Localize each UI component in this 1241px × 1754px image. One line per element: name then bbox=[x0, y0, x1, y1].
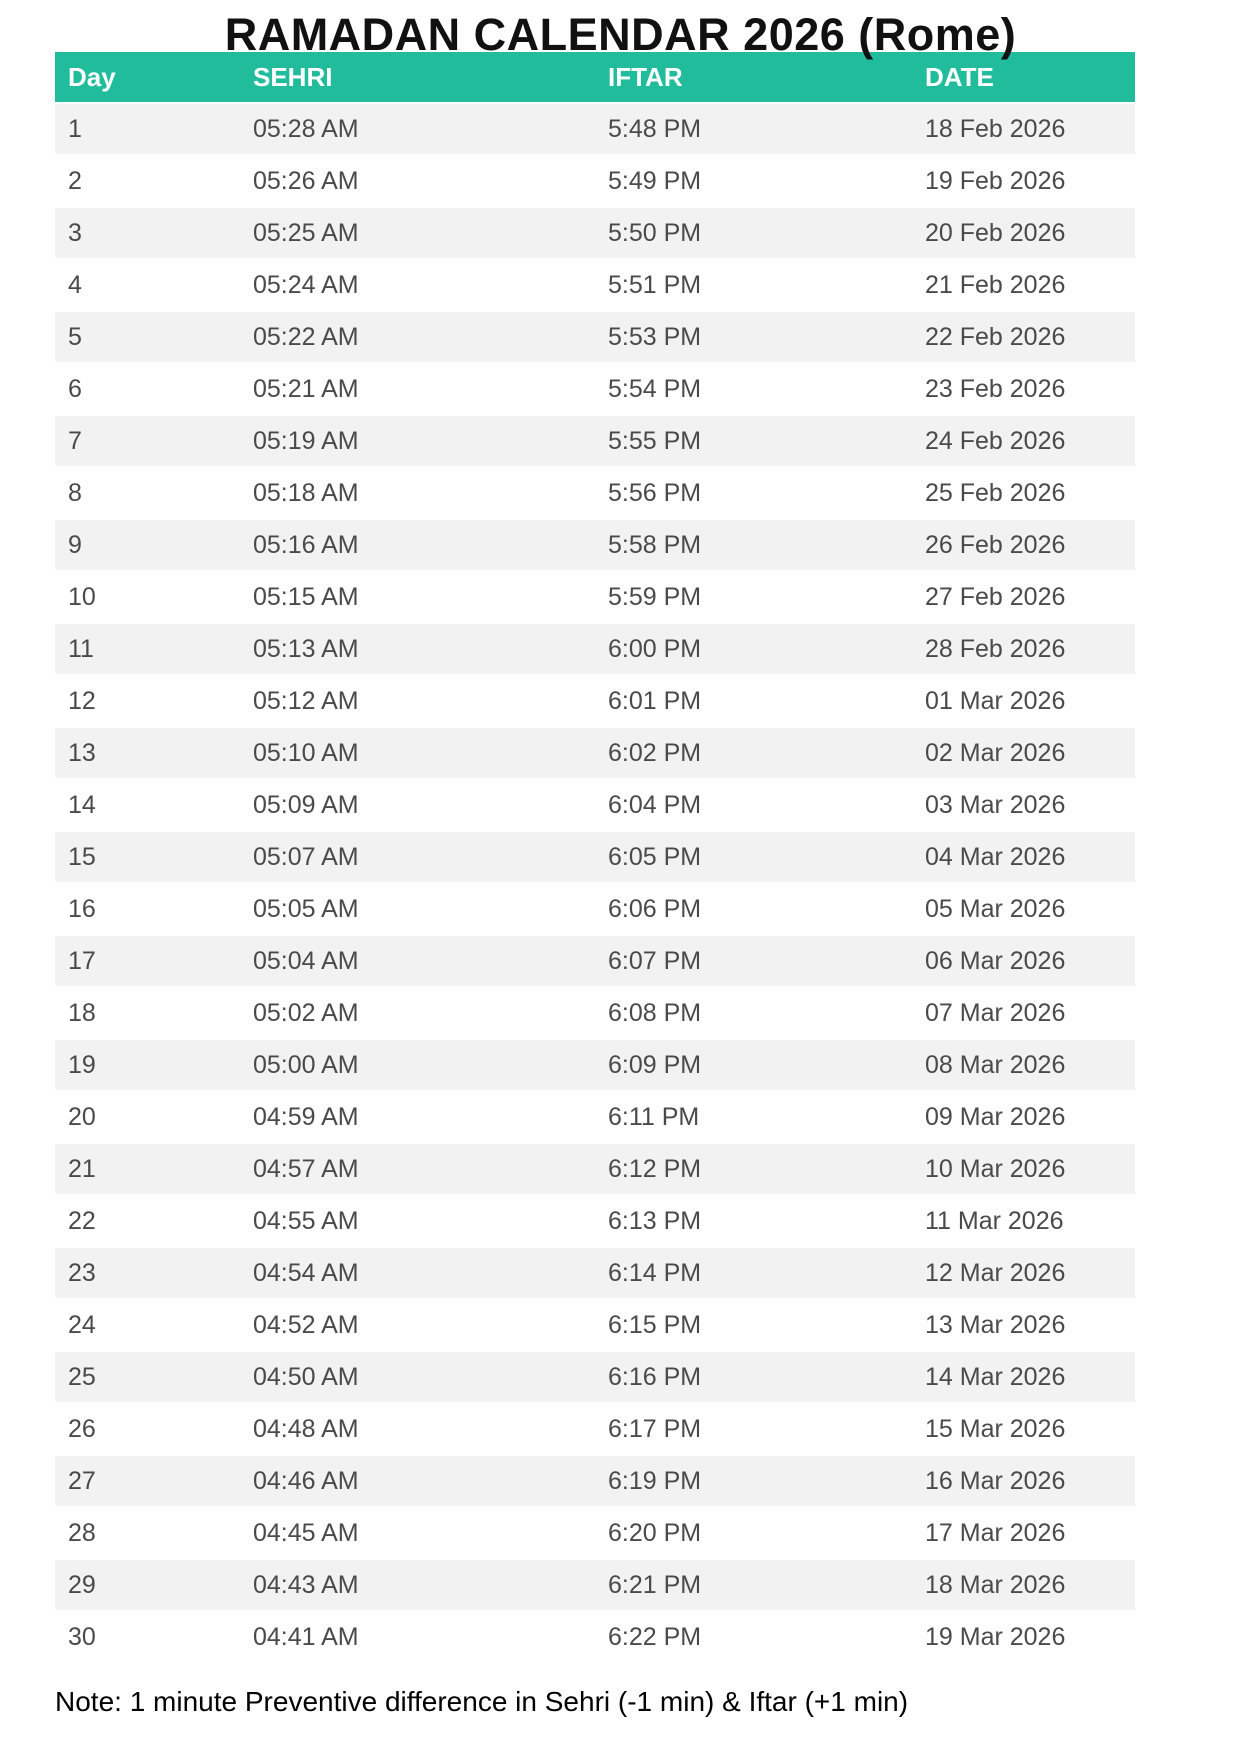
iftar-cell: 5:54 PM bbox=[608, 374, 702, 403]
day-cell: 22 bbox=[68, 1206, 96, 1235]
table-row bbox=[55, 1144, 1135, 1196]
table-row bbox=[55, 624, 1135, 676]
note-text: Note: 1 minute Preventive difference in Sehri (-1 min) & Iftar (+1 min) bbox=[55, 1686, 909, 1717]
iftar-cell: 6:00 PM bbox=[608, 634, 702, 663]
day-cell: 11 bbox=[68, 634, 94, 663]
iftar-cell: 6:11 PM bbox=[608, 1102, 700, 1131]
day-cell: 3 bbox=[68, 218, 82, 247]
date-cell: 08 Mar 2026 bbox=[925, 1050, 1066, 1079]
date-cell: 26 Feb 2026 bbox=[925, 530, 1066, 559]
date-cell: 07 Mar 2026 bbox=[925, 998, 1066, 1027]
iftar-cell: 5:50 PM bbox=[608, 218, 702, 247]
date-cell: 24 Feb 2026 bbox=[925, 426, 1066, 455]
date-cell: 18 Feb 2026 bbox=[925, 114, 1066, 143]
date-cell: 15 Mar 2026 bbox=[925, 1414, 1066, 1443]
date-cell: 13 Mar 2026 bbox=[925, 1310, 1066, 1339]
iftar-cell: 5:58 PM bbox=[608, 530, 702, 559]
date-cell: 09 Mar 2026 bbox=[925, 1102, 1066, 1131]
date-cell: 06 Mar 2026 bbox=[925, 946, 1066, 975]
date-cell: 02 Mar 2026 bbox=[925, 738, 1066, 767]
sehri-cell: 04:50 AM bbox=[253, 1362, 359, 1391]
sehri-cell: 05:00 AM bbox=[253, 1050, 359, 1079]
day-cell: 28 bbox=[68, 1518, 96, 1547]
day-cell: 12 bbox=[68, 686, 96, 715]
sehri-cell: 05:19 AM bbox=[253, 426, 359, 455]
table-row bbox=[55, 1092, 1135, 1144]
iftar-cell: 5:49 PM bbox=[608, 166, 702, 195]
day-cell: 10 bbox=[68, 582, 96, 611]
day-cell: 24 bbox=[68, 1310, 96, 1339]
date-cell: 22 Feb 2026 bbox=[925, 322, 1066, 351]
sehri-cell: 04:41 AM bbox=[253, 1622, 359, 1651]
day-cell: 16 bbox=[68, 894, 96, 923]
column-header-sehri: SEHRI bbox=[253, 61, 333, 92]
day-cell: 6 bbox=[68, 374, 82, 403]
table-row bbox=[55, 1352, 1135, 1404]
iftar-cell: 6:15 PM bbox=[608, 1310, 702, 1339]
day-cell: 23 bbox=[68, 1258, 96, 1287]
table-row bbox=[55, 260, 1135, 312]
iftar-cell: 6:17 PM bbox=[608, 1414, 702, 1443]
sehri-cell: 04:54 AM bbox=[253, 1258, 359, 1287]
sehri-cell: 05:07 AM bbox=[253, 842, 359, 871]
date-cell: 19 Feb 2026 bbox=[925, 166, 1066, 195]
date-cell: 28 Feb 2026 bbox=[925, 634, 1066, 663]
iftar-cell: 6:14 PM bbox=[608, 1258, 702, 1287]
iftar-cell: 5:56 PM bbox=[608, 478, 702, 507]
table-row bbox=[55, 936, 1135, 988]
table-row bbox=[55, 728, 1135, 780]
table-row bbox=[55, 1040, 1135, 1092]
table-row bbox=[55, 884, 1135, 936]
table-row bbox=[55, 1300, 1135, 1352]
day-cell: 18 bbox=[68, 998, 96, 1027]
sehri-cell: 05:18 AM bbox=[253, 478, 359, 507]
table-row bbox=[55, 1404, 1135, 1456]
iftar-cell: 6:08 PM bbox=[608, 998, 702, 1027]
iftar-cell: 6:19 PM bbox=[608, 1466, 702, 1495]
iftar-cell: 5:48 PM bbox=[608, 114, 702, 143]
iftar-cell: 5:59 PM bbox=[608, 582, 702, 611]
table-row bbox=[55, 364, 1135, 416]
date-cell: 14 Mar 2026 bbox=[925, 1362, 1066, 1391]
table-row bbox=[55, 780, 1135, 832]
table-body bbox=[55, 104, 1135, 1664]
iftar-cell: 6:09 PM bbox=[608, 1050, 702, 1079]
date-cell: 23 Feb 2026 bbox=[925, 374, 1066, 403]
sehri-cell: 04:43 AM bbox=[253, 1570, 359, 1599]
day-cell: 14 bbox=[68, 790, 96, 819]
day-cell: 30 bbox=[68, 1622, 96, 1651]
sehri-cell: 05:12 AM bbox=[253, 686, 359, 715]
sehri-cell: 05:10 AM bbox=[253, 738, 359, 767]
table-row bbox=[55, 416, 1135, 468]
table-row bbox=[55, 832, 1135, 884]
sehri-cell: 05:28 AM bbox=[253, 114, 359, 143]
date-cell: 17 Mar 2026 bbox=[925, 1518, 1066, 1547]
iftar-cell: 6:05 PM bbox=[608, 842, 702, 871]
day-cell: 19 bbox=[68, 1050, 96, 1079]
column-header-date: DATE bbox=[925, 61, 994, 92]
sehri-cell: 05:16 AM bbox=[253, 530, 359, 559]
page-title: RAMADAN CALENDAR 2026 (Rome) bbox=[224, 9, 1017, 60]
date-cell: 25 Feb 2026 bbox=[925, 478, 1066, 507]
sehri-cell: 05:24 AM bbox=[253, 270, 359, 299]
day-cell: 9 bbox=[68, 530, 82, 559]
iftar-cell: 6:12 PM bbox=[608, 1154, 702, 1183]
day-cell: 15 bbox=[68, 842, 96, 871]
day-cell: 29 bbox=[68, 1570, 96, 1599]
date-cell: 16 Mar 2026 bbox=[925, 1466, 1066, 1495]
sehri-cell: 05:25 AM bbox=[253, 218, 359, 247]
table-row bbox=[55, 312, 1135, 364]
date-cell: 03 Mar 2026 bbox=[925, 790, 1066, 819]
sehri-cell: 05:22 AM bbox=[253, 322, 359, 351]
date-cell: 18 Mar 2026 bbox=[925, 1570, 1066, 1599]
sehri-cell: 05:02 AM bbox=[253, 998, 359, 1027]
table-row bbox=[55, 1612, 1135, 1664]
day-cell: 4 bbox=[68, 270, 82, 299]
date-cell: 19 Mar 2026 bbox=[925, 1622, 1066, 1651]
date-cell: 11 Mar 2026 bbox=[925, 1206, 1064, 1235]
day-cell: 7 bbox=[68, 426, 82, 455]
table-row bbox=[55, 676, 1135, 728]
sehri-cell: 04:48 AM bbox=[253, 1414, 359, 1443]
table-row bbox=[55, 468, 1135, 520]
sehri-cell: 04:55 AM bbox=[253, 1206, 359, 1235]
sehri-cell: 05:05 AM bbox=[253, 894, 359, 923]
column-header-iftar: IFTAR bbox=[608, 61, 683, 92]
date-cell: 10 Mar 2026 bbox=[925, 1154, 1066, 1183]
sehri-cell: 05:26 AM bbox=[253, 166, 359, 195]
table-row bbox=[55, 572, 1135, 624]
date-cell: 21 Feb 2026 bbox=[925, 270, 1066, 299]
iftar-cell: 6:20 PM bbox=[608, 1518, 702, 1547]
day-cell: 2 bbox=[68, 166, 82, 195]
sehri-cell: 05:21 AM bbox=[253, 374, 359, 403]
date-cell: 12 Mar 2026 bbox=[925, 1258, 1066, 1287]
sehri-cell: 05:13 AM bbox=[253, 634, 359, 663]
table-row bbox=[55, 156, 1135, 208]
day-cell: 25 bbox=[68, 1362, 96, 1391]
sehri-cell: 04:46 AM bbox=[253, 1466, 359, 1495]
iftar-cell: 6:06 PM bbox=[608, 894, 702, 923]
day-cell: 1 bbox=[68, 114, 82, 143]
calendar-table bbox=[55, 52, 1135, 1664]
date-cell: 05 Mar 2026 bbox=[925, 894, 1066, 923]
sehri-cell: 04:57 AM bbox=[253, 1154, 359, 1183]
iftar-cell: 6:07 PM bbox=[608, 946, 702, 975]
day-cell: 17 bbox=[68, 946, 96, 975]
day-cell: 27 bbox=[68, 1466, 96, 1495]
day-cell: 5 bbox=[68, 322, 82, 351]
day-cell: 8 bbox=[68, 478, 82, 507]
iftar-cell: 5:55 PM bbox=[608, 426, 702, 455]
iftar-cell: 6:01 PM bbox=[608, 686, 702, 715]
table-row bbox=[55, 104, 1135, 156]
table-row bbox=[55, 1560, 1135, 1612]
day-cell: 26 bbox=[68, 1414, 96, 1443]
table-row bbox=[55, 208, 1135, 260]
date-cell: 01 Mar 2026 bbox=[925, 686, 1066, 715]
sehri-cell: 05:04 AM bbox=[253, 946, 359, 975]
day-cell: 20 bbox=[68, 1102, 96, 1131]
iftar-cell: 6:02 PM bbox=[608, 738, 702, 767]
sehri-cell: 05:15 AM bbox=[253, 582, 359, 611]
table-row bbox=[55, 520, 1135, 572]
sehri-cell: 05:09 AM bbox=[253, 790, 359, 819]
iftar-cell: 6:22 PM bbox=[608, 1622, 702, 1651]
table-row bbox=[55, 1248, 1135, 1300]
table-row bbox=[55, 1508, 1135, 1560]
day-cell: 21 bbox=[68, 1154, 96, 1183]
sehri-cell: 04:45 AM bbox=[253, 1518, 359, 1547]
date-cell: 04 Mar 2026 bbox=[925, 842, 1066, 871]
date-cell: 20 Feb 2026 bbox=[925, 218, 1066, 247]
table-row bbox=[55, 1456, 1135, 1508]
iftar-cell: 6:16 PM bbox=[608, 1362, 702, 1391]
sehri-cell: 04:59 AM bbox=[253, 1102, 359, 1131]
column-header-day: Day bbox=[68, 61, 116, 92]
day-cell: 13 bbox=[68, 738, 96, 767]
iftar-cell: 6:21 PM bbox=[608, 1570, 702, 1599]
table-row bbox=[55, 1196, 1135, 1248]
date-cell: 27 Feb 2026 bbox=[925, 582, 1066, 611]
sehri-cell: 04:52 AM bbox=[253, 1310, 359, 1339]
iftar-cell: 5:53 PM bbox=[608, 322, 702, 351]
iftar-cell: 6:04 PM bbox=[608, 790, 702, 819]
table-row bbox=[55, 988, 1135, 1040]
iftar-cell: 6:13 PM bbox=[608, 1206, 702, 1235]
iftar-cell: 5:51 PM bbox=[608, 270, 702, 299]
